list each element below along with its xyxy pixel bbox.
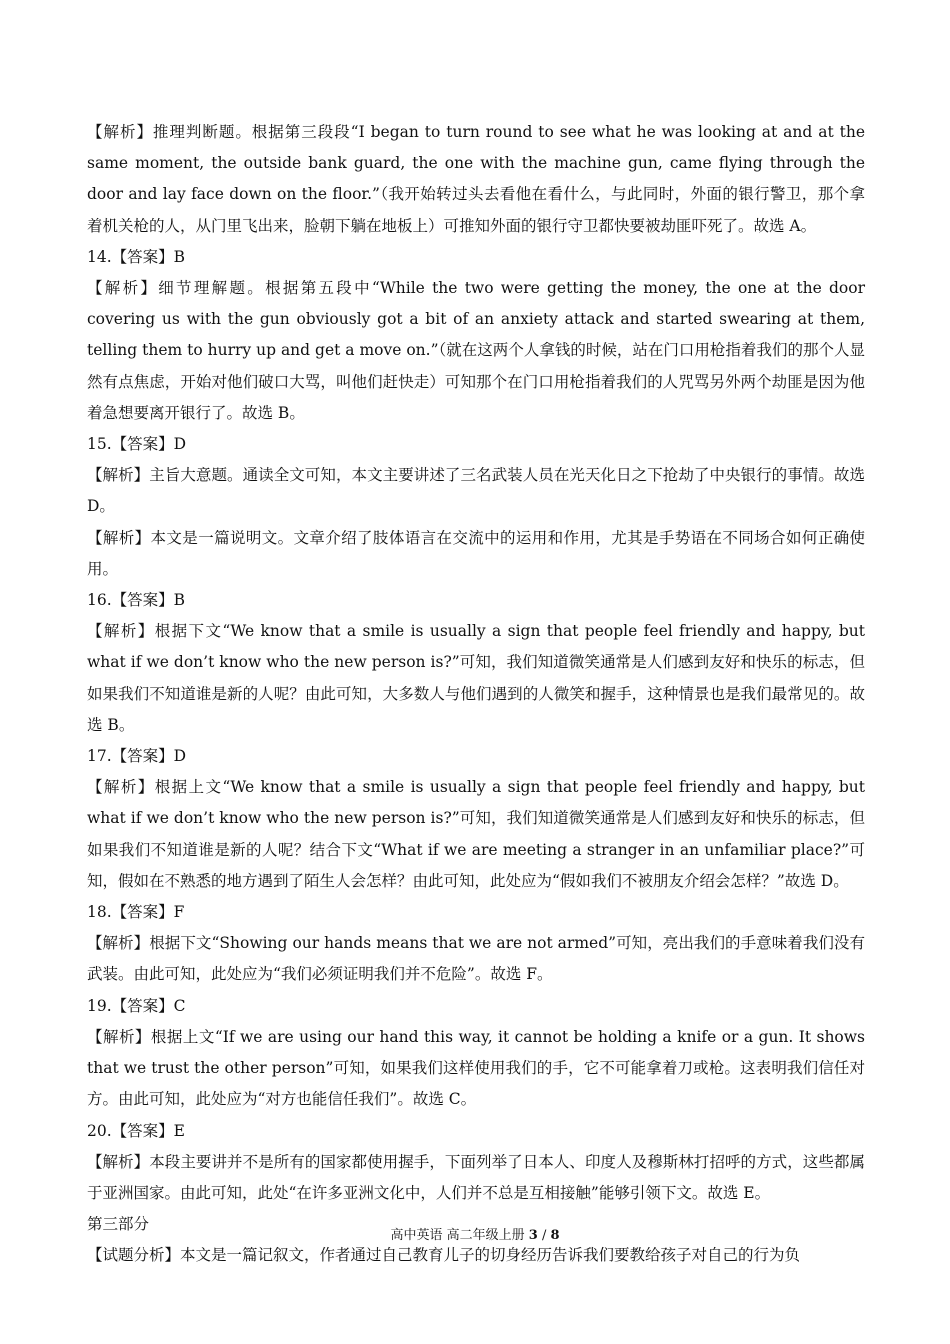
answer-18: 18.【答案】F xyxy=(87,903,185,922)
answer-16: 16.【答案】B xyxy=(87,591,186,610)
answer-17: 17.【答案】D xyxy=(87,747,187,766)
analysis-18: 【解析】根据下文“Showing our hands means that we are not armed”可知，亮出我们的手意味着我们没有武装。由此可知，此处应为“我们必须证明我们并不危险”。故选 F。 xyxy=(87,934,865,984)
answer-14: 14.【答案】B xyxy=(87,247,186,266)
analysis-15: 【解析】主旨大意题。通读全文可知，本文主要讲述了三名武装人员在光天化日之下抢劫了中央银行的事情。故选 D。 xyxy=(87,466,865,516)
analysis-17: 【解析】根据上文“We know that a smile is usually a sign that people feel friendly and happy, but what if we don’t know who the new person is?”可知，我们知道微笑通常是人们感到友好和快乐的标志，但如果我们不知道谁是新的人呢？结合下文“What if we are meeting a stranger in an unfamiliar place?”可知，假如在不熟悉的地方遇到了陌生人会怎样？由此可知，此处应为“假如我们不被朋友介绍会怎样？”故选 D。 xyxy=(87,778,865,890)
analysis-13: 【解析】推理判断题。根据第三段段“I began to turn round to see what he was looking at and at the same moment, the outside bank guard, the one with the machine gun, came flying through the door and lay face down on the floor.”（我开始转过头去看他在看什么，与此同时，外面的银行警卫，那个拿着机关枪的人，从门里飞出来，脸朝下躺在地板上）可推知外面的银行守卫都快要被劫匪吓死了。故选 A。 xyxy=(87,123,865,235)
page-footer xyxy=(0,1224,950,1243)
page-separator: / xyxy=(541,1228,547,1243)
answer-20: 20.【答案】E xyxy=(87,1121,185,1140)
analysis-19: 【解析】根据上文“If we are using our hand this way, it cannot be holding a knife or a gun. It shows that we trust the other person”可知，如果我们这样使用我们的手，它不可能拿着刀或枪。这表明我们信任对方。由此可知，此处应为“对方也能信任我们”。故选 C。 xyxy=(87,1027,865,1109)
footer-subject: 高中英语 高二年级上册 xyxy=(390,1228,525,1243)
page-number: 3 xyxy=(528,1228,538,1243)
answer-19: 19.【答案】C xyxy=(87,996,186,1015)
page-total: 8 xyxy=(550,1228,560,1243)
analysis-14: 【解析】细节理解题。根据第五段中“While the two were getting the money, the one at the door covering us with the gun obviously got a bit of an anxiety attack and started swearing at them, telling them to hurry up and get a move on.”（就在这两个人拿钱的时候，站在门口用枪指着我们的那个人显然有点焦虑，开始对他们破口大骂，叫他们赶快走）可知那个在门口用枪指着我们的人咒骂另外两个劫匪是因为他着急想要离开银行了。故选 B。 xyxy=(87,279,865,422)
passage-analysis: 【解析】本文是一篇说明文。文章介绍了肢体语言在交流中的运用和作用，尤其是手势语在不同场合如何正确使用。 xyxy=(87,528,865,578)
passage-analysis-part3: 【试题分析】本文是一篇记叙文，作者通过自己教育儿子的切身经历告诉我们要教给孩子对自己的行为负 xyxy=(87,1246,801,1265)
analysis-16: 【解析】根据下文“We know that a smile is usually a sign that people feel friendly and happy, but what if we don’t know who the new person is?”可知，我们知道微笑通常是人们感到友好和快乐的标志，但如果我们不知道谁是新的人呢？由此可知，大多数人与他们遇到的人微笑和握手，这种情景也是我们最常见的。故选 B。 xyxy=(87,622,865,734)
answer-15: 15.【答案】D xyxy=(87,435,187,454)
analysis-20: 【解析】本段主要讲并不是所有的国家都使用握手，下面列举了日本人、印度人及穆斯林打招呼的方式，这些都属于亚洲国家。由此可知，此处“在许多亚洲文化中，人们并不总是互相接触”能够引领下文。故选 E。 xyxy=(87,1152,865,1202)
document-body xyxy=(87,117,865,1272)
section-heading: 第三部分 xyxy=(87,1215,150,1234)
